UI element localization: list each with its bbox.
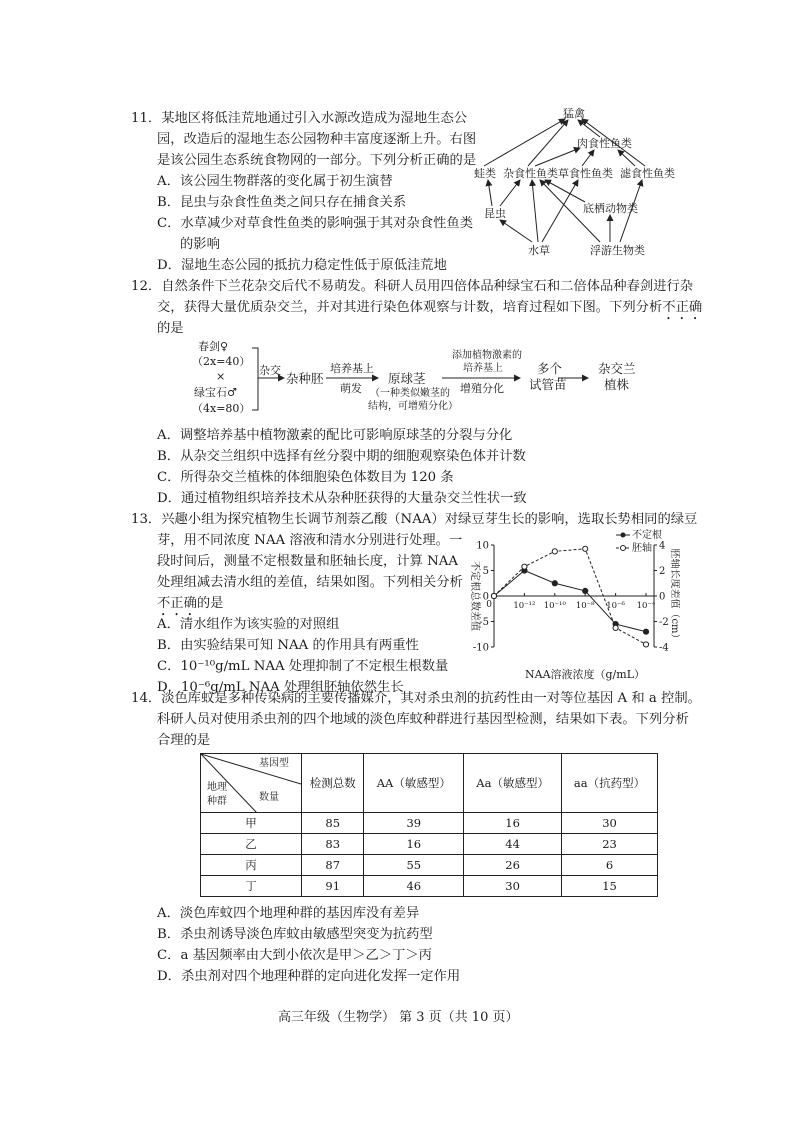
series-1-point-0 <box>491 593 496 598</box>
q13-line-4: 处理组减去清水组的差值，结果如图。下列相关分析 <box>157 575 463 590</box>
y-left-tick-label: 10 <box>476 540 489 552</box>
header-total: 检测总数 <box>302 754 364 813</box>
node-raptor: 猛禽 <box>563 107 585 120</box>
y-right-tick-label: 4 <box>659 540 666 552</box>
corner-region-2: 种群 <box>207 796 227 807</box>
x-tick-label: 10⁻¹⁰ <box>543 601 566 611</box>
parent-male-chromosomes: （4x=80） <box>192 402 251 415</box>
step-germinate-bottom: 萌发 <box>340 382 362 395</box>
series-1-point-3 <box>583 546 588 551</box>
hybrid-orchid-1: 杂交兰 <box>598 361 636 376</box>
node-herbivore-fish: 草食性鱼类 <box>558 167 613 180</box>
q13-line-2: 芽，用不同浓度 NAA 溶液和清水分别进行处理。一 <box>157 533 463 548</box>
legend-label-adventitious-root: 不定根 <box>632 530 662 541</box>
q13-option-a: A．清水组作为该实验的对照组 <box>157 617 340 632</box>
x-tick-label: 10⁻⁶ <box>606 601 625 611</box>
q11-line-1: 11．某地区将低洼荒地通过引入水源改造成为湿地生态公 <box>131 111 468 126</box>
q14-option-b: B．杀虫剂诱导淡色库蚊由敏感型突变为抗药型 <box>157 927 433 942</box>
q12-option-b: B．从杂交兰组织中选择有丝分裂中期的细胞观察染色体并计数 <box>157 449 526 464</box>
x-tick-label: 10⁻⁸ <box>575 601 595 611</box>
corner-region-1: 地理 <box>207 782 227 793</box>
genotype-table <box>200 753 658 897</box>
q11-line-2: 园，改造后的湿地生态公园物种丰富度逐渐上升。右图 <box>157 132 477 147</box>
node-omnivore-fish: 杂食性鱼类 <box>503 167 558 180</box>
corner-count: 数量 <box>259 792 279 803</box>
x-tick-label: 10⁻¹² <box>513 601 536 611</box>
q14-line-3: 合理的是 <box>157 733 211 748</box>
series-1-point-2 <box>552 549 557 554</box>
table-row: 甲 85 39 16 30 <box>201 813 658 834</box>
q12-option-c: C．所得杂交兰植株的体细胞染色体数目为 120 条 <box>157 470 454 485</box>
q13-line-5: 不正确的是 <box>157 596 224 611</box>
food-web-diagram <box>470 100 680 265</box>
legend-label-hypocotyl: 胚轴 <box>632 543 652 554</box>
y-right-tick-label: -4 <box>659 642 669 654</box>
protocorm-note-2: 结构，可增殖分化） <box>368 401 458 412</box>
node-benthic: 底栖动物类 <box>583 202 638 215</box>
header-AA: AA（敏感型） <box>364 754 464 813</box>
q11-line-3: 是该公园生态系统食物网的一部分。下列分析正确的是 <box>157 153 477 168</box>
q14-line-1: 14．淡色库蚊是多种传染病的主要传播媒介，其对杀虫剂的抗药性由一对等位基因 A 和 a 控制。 <box>131 691 701 706</box>
q13-option-c: C．10⁻¹⁰g/mL NAA 处理抑制了不定根生根数量 <box>157 659 449 674</box>
parent-female-chromosomes: （2x=40） <box>192 355 251 368</box>
q11-option-d: D．湿地生态公园的抵抗力稳定性低于原低洼荒地 <box>157 258 447 273</box>
q14-option-c: C．a 基因频率由大到小依次是甲＞乙＞丁＞丙 <box>157 948 432 963</box>
legend-marker-hypocotyl <box>621 546 626 551</box>
node-filter-fish: 滤食性鱼类 <box>620 167 675 180</box>
naa-line-chart <box>458 527 680 687</box>
legend-marker-adventitious-root <box>621 533 626 538</box>
header-aa: aa（抗药型） <box>562 754 658 813</box>
y-left-tick-label: -5 <box>479 617 489 628</box>
q14-option-a: A．淡色库蚊四个地理种群的基因库没有差异 <box>157 906 420 921</box>
q12-line-2: 交，获得大量优质杂交兰，并对其进行染色体观察与计数，培育过程如下图。下列分析不正确 <box>157 300 703 315</box>
hybrid-orchid-2: 植株 <box>604 377 630 392</box>
q12-option-a: A．调整培养基中植物激素的配比可影响原球茎的分裂与分化 <box>157 428 513 443</box>
q11-option-c: C．水草减少对草食性鱼类的影响强于其对杂食性鱼类 <box>157 216 474 231</box>
series-1-point-4 <box>613 625 618 630</box>
q11-option-b: B．昆虫与杂食性鱼类之间只存在捕食关系 <box>157 195 407 210</box>
series-0-point-5 <box>643 629 648 634</box>
y-right-tick-label: 0 <box>659 591 666 603</box>
table-row: 丙 87 55 26 6 <box>201 855 658 876</box>
plantlets-1: 多个 <box>537 361 563 376</box>
node-aquatic-plant: 水草 <box>528 244 550 257</box>
q13-option-b: B．由实验结果可知 NAA 的作用具有两重性 <box>157 638 419 653</box>
series-0-point-3 <box>583 588 588 593</box>
x-tick-label: 0 <box>486 600 492 610</box>
step-differentiate-bottom: 增殖分化 <box>460 382 504 395</box>
parent-male: 绿宝石♂ <box>194 386 237 399</box>
step-differentiate-top-1: 添加植物激素的 <box>452 350 522 361</box>
hybrid-embryo: 杂种胚 <box>286 371 324 386</box>
y-left-tick-label: 0 <box>482 591 489 603</box>
protocorm: 原球茎 <box>388 371 426 386</box>
y-left-tick-label: 5 <box>482 566 489 577</box>
chart-x-label: NAA溶液浓度（g/mL） <box>525 668 645 681</box>
q11-option-c-cont: 的影响 <box>180 237 220 252</box>
q13-line-3: 段时间后，测量不定根数量和胚轴长度，计算 NAA <box>157 554 459 569</box>
table-row: 丁 91 46 30 15 <box>201 876 658 897</box>
y-left-tick-label: -10 <box>472 642 489 654</box>
q12-line-3: 的是 <box>157 321 184 336</box>
y-right-tick-label: 2 <box>659 566 666 577</box>
table-row: 乙 83 16 44 23 <box>201 834 658 855</box>
node-frog: 蛙类 <box>474 167 496 180</box>
header-Aa: Aa（敏感型） <box>464 754 562 813</box>
step-differentiate-top-2: 培养基上 <box>463 363 503 374</box>
protocorm-note-1: （一种类似嫩茎的 <box>370 388 450 399</box>
page-footer: 高三年级（生物学） 第 3 页（共 10 页） <box>278 1010 519 1025</box>
series-line-1 <box>494 549 646 645</box>
node-plankton: 浮游生物类 <box>590 244 645 257</box>
x-tick-label: 10⁻⁴ <box>636 601 656 611</box>
plantlets-2: 试管苗 <box>529 377 567 392</box>
series-0-point-2 <box>552 581 557 586</box>
parent-female: 春剑♀ <box>198 340 229 353</box>
cross-sign: × <box>216 370 226 383</box>
table-corner-cell <box>201 754 302 813</box>
y-right-title: 胚轴长度差值（cm） <box>669 548 680 644</box>
q12-option-d: D．通过植物组织培养技术从杂种胚获得的大量杂交兰性状一致 <box>157 491 527 506</box>
q12-line-1: 12．自然条件下兰花杂交后代不易萌发。科研人员用四倍体品种绿宝石和二倍体品种春剑进行杂 <box>131 279 694 294</box>
series-1-point-1 <box>522 564 527 569</box>
y-left-title: 不定根总数差值 <box>469 561 480 631</box>
node-insect: 昆虫 <box>484 207 506 220</box>
node-carnivore-fish: 肉食性鱼类 <box>577 137 632 150</box>
step-cross: 杂交 <box>259 364 281 377</box>
q14-line-2: 科研人员对使用杀虫剂的四个地域的淡色库蚊种群进行基因型检测，结果如下表。下列分析 <box>157 712 689 727</box>
y-right-tick-label: -2 <box>659 617 669 628</box>
step-germinate-top: 培养基上 <box>330 362 374 375</box>
q11-option-a: A．该公园生物群落的变化属于初生演替 <box>157 174 393 189</box>
cultivation-flowchart <box>180 340 700 420</box>
series-1-point-5 <box>643 642 648 647</box>
corner-genotype: 基因型 <box>259 758 289 769</box>
q13-option-d: D．10⁻⁶g/mL NAA 处理组胚轴依然生长 <box>157 680 404 695</box>
q14-option-d: D．杀虫剂对四个地理种群的定向进化发挥一定作用 <box>157 969 461 984</box>
q13-line-1: 13．兴趣小组为探究植物生长调节剂萘乙酸（NAA）对绿豆芽生长的影响，选取长势相同的绿豆 <box>131 512 698 527</box>
